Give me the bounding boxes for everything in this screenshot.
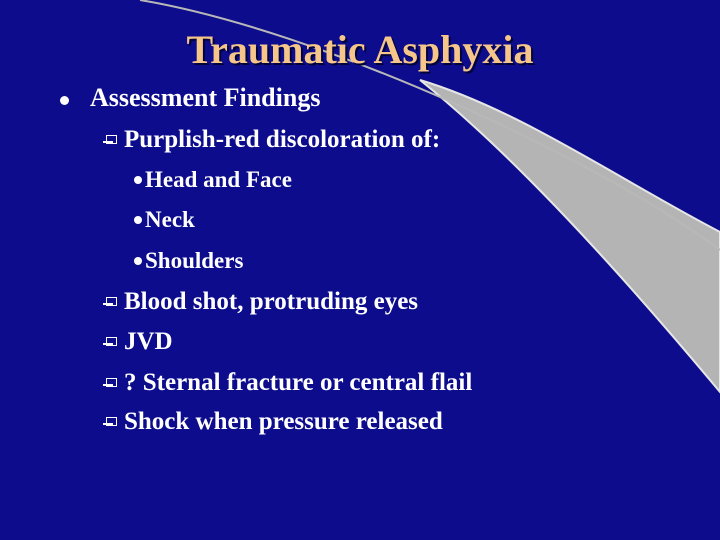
dash-bullet-icon <box>103 378 119 391</box>
sub-list-item <box>134 165 292 195</box>
sub-bullet-dot <box>134 257 142 265</box>
list-item-label: Shock when pressure released <box>124 408 443 435</box>
dash-bullet-icon <box>103 297 119 310</box>
sub-bullet-dot <box>134 176 142 184</box>
heading-assessment-findings: Assessment Findings <box>90 83 321 112</box>
list-item <box>103 123 440 157</box>
sub-bullet-dot <box>134 216 142 224</box>
dash-bullet-icon <box>103 337 119 350</box>
slide-title: Traumatic Asphyxia <box>186 27 534 72</box>
list-item <box>103 285 418 319</box>
list-item <box>103 366 472 400</box>
sub-list-item-label: Neck <box>145 207 195 232</box>
sub-list-item-label: Shoulders <box>145 248 244 273</box>
list-item-label: ? Sternal fracture or central flail <box>124 369 473 396</box>
sub-list-item-label: Head and Face <box>145 167 292 192</box>
dash-bullet-icon <box>103 417 119 430</box>
sub-list-item <box>134 205 195 235</box>
list-item-label: Purplish-red discoloration of: <box>124 126 441 153</box>
list-item <box>103 405 443 439</box>
list-item-label: Blood shot, protruding eyes <box>124 288 419 315</box>
dash-bullet-icon <box>103 135 119 148</box>
sub-list-item <box>134 246 243 276</box>
level1-bullet-dot <box>60 96 69 105</box>
list-item <box>103 325 173 359</box>
list-item-label: JVD <box>124 328 173 355</box>
swoosh-shape <box>420 80 720 392</box>
